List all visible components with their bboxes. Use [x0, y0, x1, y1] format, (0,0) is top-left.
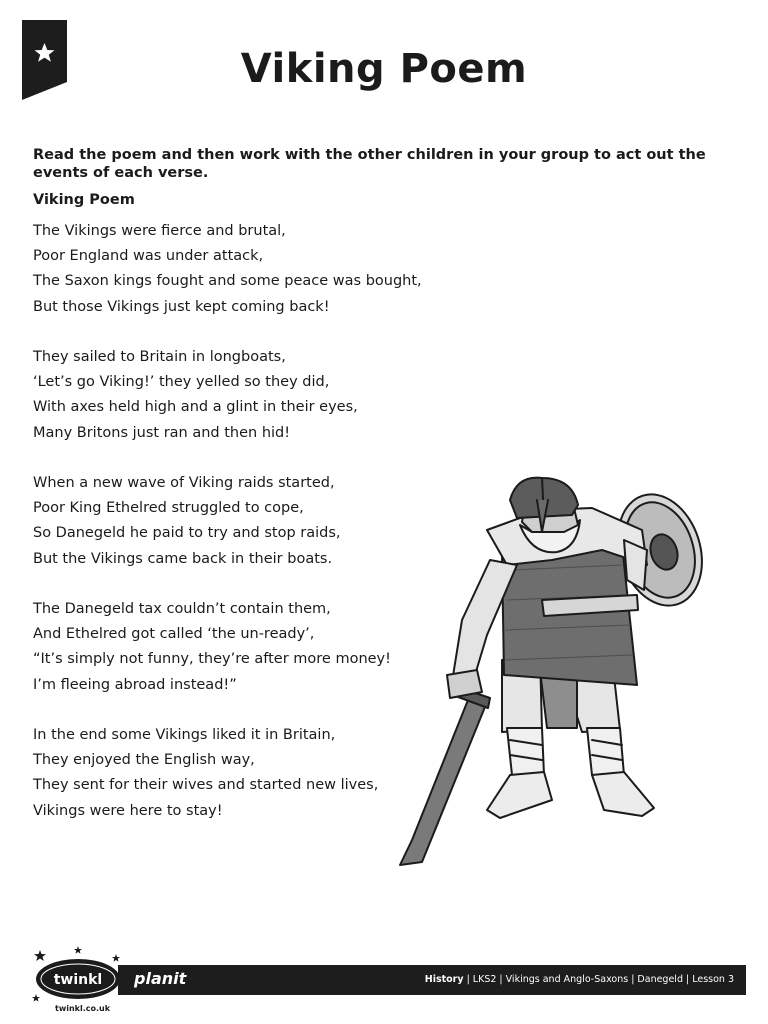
poem-line: The Danegeld tax couldn’t contain them, — [33, 601, 331, 617]
poem-line: They enjoyed the English way, — [33, 752, 255, 769]
poem-body — [33, 219, 422, 849]
verse-3 — [33, 471, 413, 572]
poem-line: ‘Let’s go Viking!’ they yelled so they did, — [33, 374, 330, 391]
star-icon — [74, 946, 82, 954]
poem-line: The Saxon kings fought and some peace was bought, — [33, 273, 422, 290]
viking-warrior-illustration — [392, 470, 712, 870]
poem-line: Many Britons just ran and then hid! — [33, 424, 291, 441]
poem-line: Poor King Ethelred struggled to cope, — [33, 500, 304, 517]
poem-title: Viking Poem — [33, 192, 135, 208]
breadcrumb-subject: History — [424, 974, 464, 985]
poem-line: Poor England was under attack, — [33, 248, 264, 265]
star-icon — [112, 954, 120, 962]
poem-line: I’m fleeing abroad instead!” — [33, 676, 237, 693]
poem-line: They sent for their wives and started new lives, — [33, 777, 379, 794]
breadcrumb — [425, 974, 734, 985]
star-icon — [32, 994, 40, 1002]
poem-line: In the end some Vikings liked it in Britain, — [33, 727, 336, 743]
poem-line: The Vikings were fierce and brutal, — [33, 223, 286, 239]
poem-line: They sailed to Britain in longboats, — [33, 349, 286, 365]
poem-line: With axes held high and a glint in their eyes, — [33, 399, 358, 416]
verse-5 — [33, 723, 413, 824]
breadcrumb-path: | LKS2 | Vikings and Anglo-Saxons | Danegeld | Lesson 3 — [463, 974, 734, 985]
twinkl-wordmark: twinkl — [53, 972, 103, 988]
poem-line: But those Vikings just kept coming back! — [33, 298, 330, 315]
poem-line: When a new wave of Viking raids started, — [33, 475, 335, 491]
instructions-text: Read the poem and then work with the other children in your group to act out the events of each verse. — [33, 147, 706, 181]
star-icon — [34, 950, 46, 961]
planit-wordmark: planit — [134, 969, 187, 988]
verse-2 — [33, 345, 413, 446]
poem-line: So Danegeld he paid to try and stop raids, — [33, 525, 341, 542]
poem-line: Vikings were here to stay! — [33, 802, 223, 819]
poem-line: “It’s simply not funny, they’re after more money! — [33, 651, 391, 668]
page-title: Viking Poem — [240, 46, 528, 92]
verse-4 — [33, 597, 413, 698]
verse-1 — [33, 219, 422, 320]
poem-line: But the Vikings came back in their boats. — [33, 550, 333, 567]
poem-line: And Ethelred got called ‘the un-ready’, — [33, 626, 315, 643]
logo-url: twinkl.co.uk — [55, 1004, 111, 1013]
footer-bar — [118, 965, 746, 995]
